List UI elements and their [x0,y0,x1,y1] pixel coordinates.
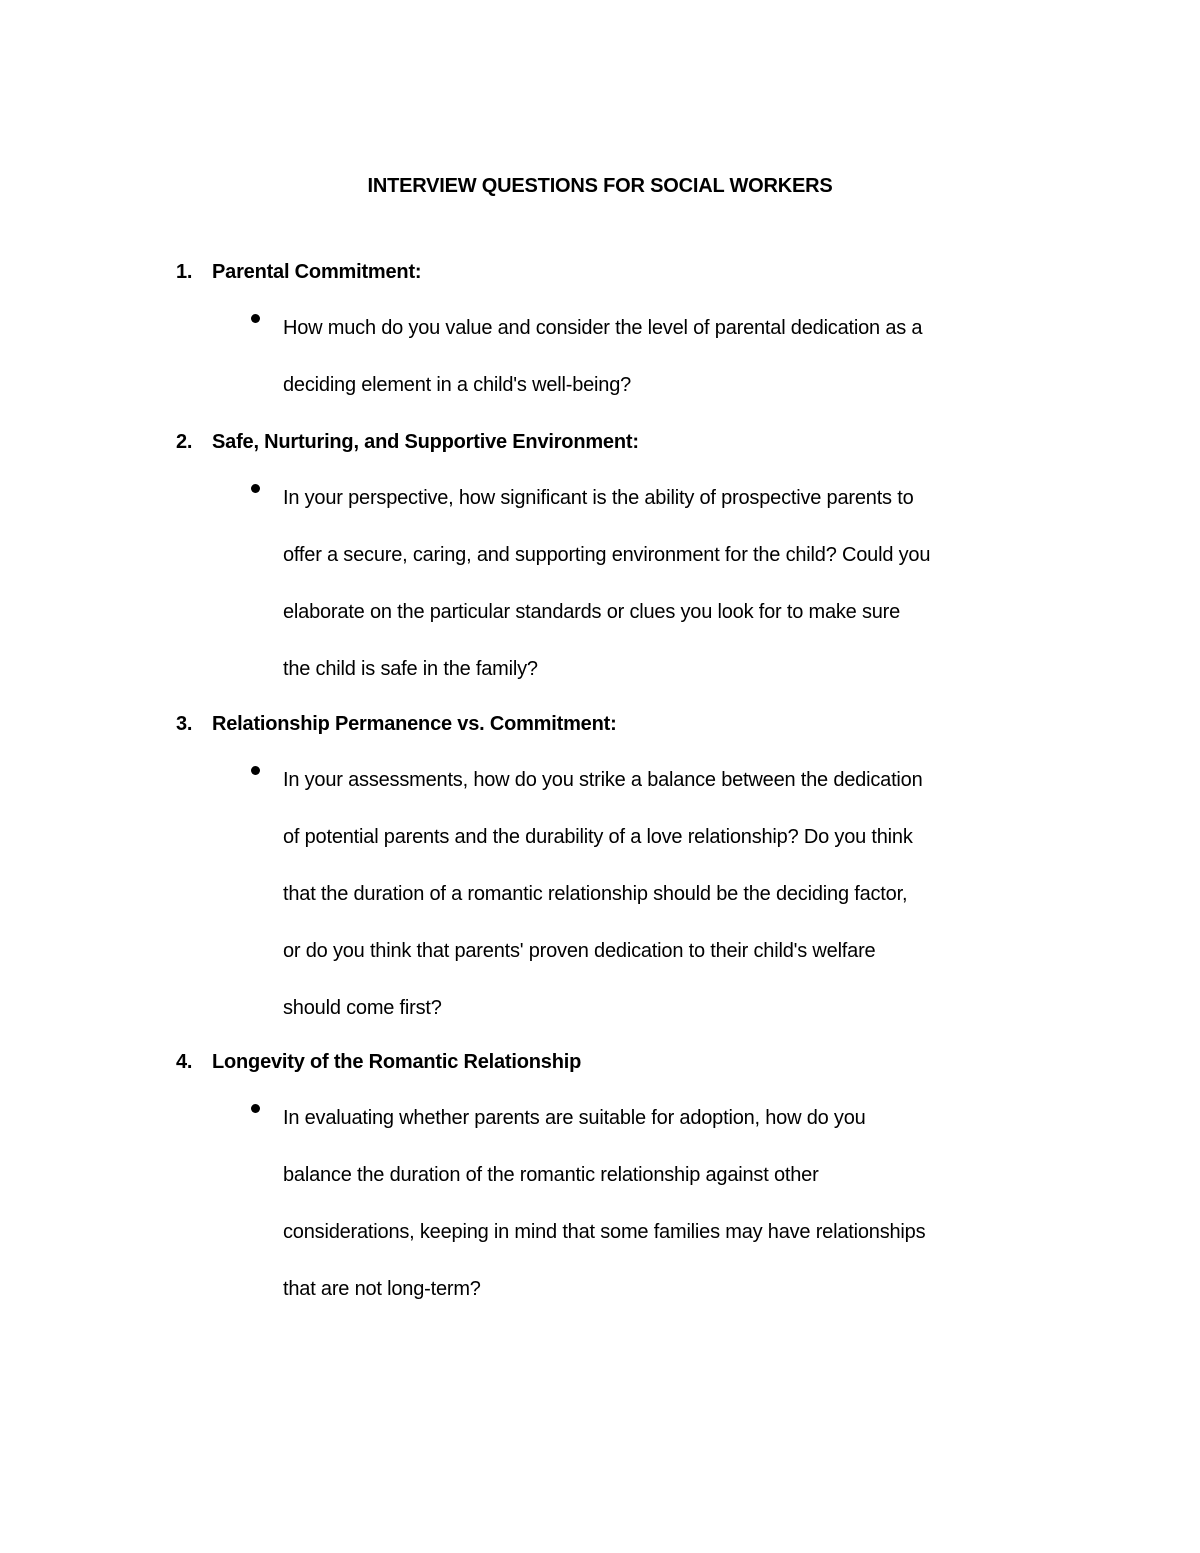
question-4-heading [176,1048,581,1076]
question-1-text: How much do you value and consider the level of parental dedication as a deciding element in a child's well-being? [283,317,923,396]
question-1-title: Parental Commitment: [212,261,422,283]
question-3-bullet [244,752,1064,1037]
bullet-dot-icon [251,484,260,493]
bullet-dot-icon [251,314,260,323]
question-3-heading [176,710,617,738]
question-2-number: 2. [176,431,193,453]
question-4-title: Longevity of the Romantic Relationship [212,1051,582,1073]
document-title: INTERVIEW QUESTIONS FOR SOCIAL WORKERS [367,175,833,197]
question-2-bullet [244,470,1064,698]
question-1-number: 1. [176,261,193,283]
bullet-dot-icon [251,1104,260,1113]
question-4-number: 4. [176,1051,193,1073]
question-1-bullet [244,300,1064,414]
question-4-text: In evaluating whether parents are suitable for adoption, how do you balance the duration of the romantic relationship against other considerations, keeping in mind that some families may have relationships that are not long-term? [283,1107,926,1300]
question-3-number: 3. [176,713,193,735]
question-3-title: Relationship Permanence vs. Commitment: [212,713,617,735]
question-2-text: In your perspective, how significant is the ability of prospective parents to offer a secure, caring, and supporting environment for the child? Could you elaborate on the particular standards or clues you look for to make sure the child is safe in the family? [283,487,931,680]
question-3-text: In your assessments, how do you strike a balance between the dedication of potential parents and the durability of a love relationship? Do you think that the duration of a romantic relationship should be the deciding factor, or do you think that parents' proven dedication to their child's welfare should come first? [283,769,923,1019]
question-2-title: Safe, Nurturing, and Supportive Environment: [212,431,639,453]
bullet-dot-icon [251,766,260,775]
question-2-heading [176,428,639,456]
question-4-bullet [244,1090,1064,1318]
question-1-heading [176,258,421,286]
